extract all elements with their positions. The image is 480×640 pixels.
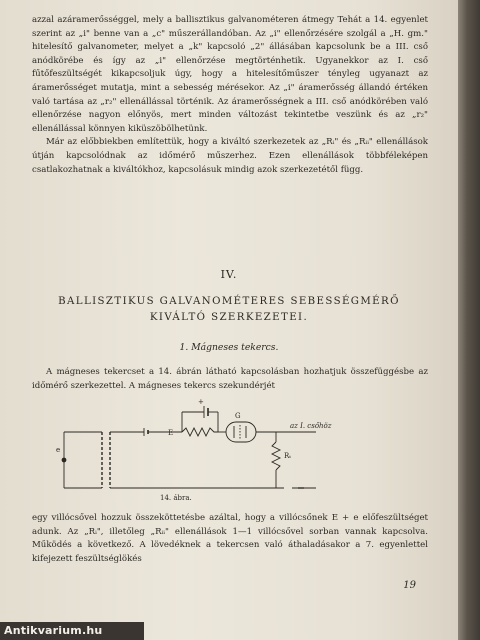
section-subtitle: 1. Mágneses tekercs. (179, 342, 279, 353)
paragraph-galvanometer: azzal azáramerősséggel, mely a ballisztikus galvanométeren átmegy Tehát a 14. egyenlet szerint az „i" benne van a „c" műszerállandóban. Az „i" ellenőrzésére szolgál a „H. gm." hitelesítő galvanometer, melyet a „k" kapcsoló „2" állásában kapcsolunk be a III. cső anódkörébe és így az „i" ellenőrzése megtörténhetik. Ugyanekkor az I. cső fűtőfeszültségét kikapcsoljuk úgy, hogy a hitelesítőműszer tényleg ugyanazt az áramerősséget mutatja, mint a sebesség mérésekor. Az „i" áramerősség állandó értéken való tartása az „r₂" ellenállással történik. Az áramerősségnek a III. cső anódkörében való ellenőrzése nagyon előnyös, mert minden változást tekintetbe veszünk és az „r₂" ellenállással könnyen kiküszöbölhetünk. (32, 15, 428, 134)
label-Rt: Rₜ (284, 452, 291, 460)
section-number: IV. (220, 268, 238, 281)
book-binding (458, 0, 480, 640)
body-text-mid (32, 366, 428, 393)
circuit-diagram-figure (54, 392, 354, 504)
paragraph-magnetic-coil: A mágneses tekercset a 14. ábrán látható kapcsolásban hozhatjuk összefüggésbe az időmérő szerkezettel. A mágneses tekercs szekundérjét (32, 367, 428, 391)
label-E: E (168, 429, 174, 437)
label-e-plus: + (198, 398, 204, 406)
label-e-small: e (56, 446, 61, 454)
paragraph-resistors: Már az előbbiekben említettük, hogy a kiváltó szerkezetek az „Rᵢ" és „Rᵢᵢ" ellenállások útján kapcsolódnak az időmérő műszerhez. Ezen ellenállások többféleképen csatlakozhatnak a kiváltókhoz, kapcsolásuk mindig azok szerkezetétől függ. (32, 137, 428, 175)
paragraph-flash-tube: egy villócsővel hozzuk összeköttetésbe azáltal, hogy a villócsőnek E + e előfeszültséget adunk. Az „Rᵢ", illetőleg „Rᵢᵢ" ellenállások 1—1 villócsővel sorban vannak kapcsolva. Működés a következő. A lövedéknek a tekercsen való áthaladásakor a 7. egyenlettel kifejezett feszültséglökés (32, 513, 428, 564)
label-G: G (235, 412, 241, 420)
section-title-line1: BALLISZTIKUS GALVANOMÉTERES SEBESSÉGMÉRŐ (58, 296, 400, 307)
body-text-top (32, 14, 428, 177)
watermark-logo: Antikvarium.hu (0, 622, 144, 640)
page-number: 19 (403, 580, 416, 591)
label-to-tube: az I. csőhöz (290, 422, 332, 430)
figure-caption: 14. ábra. (160, 494, 192, 502)
body-text-bottom (32, 512, 428, 566)
section-title-line2: KIVÁLTÓ SZERKEZETEI. (149, 312, 309, 323)
